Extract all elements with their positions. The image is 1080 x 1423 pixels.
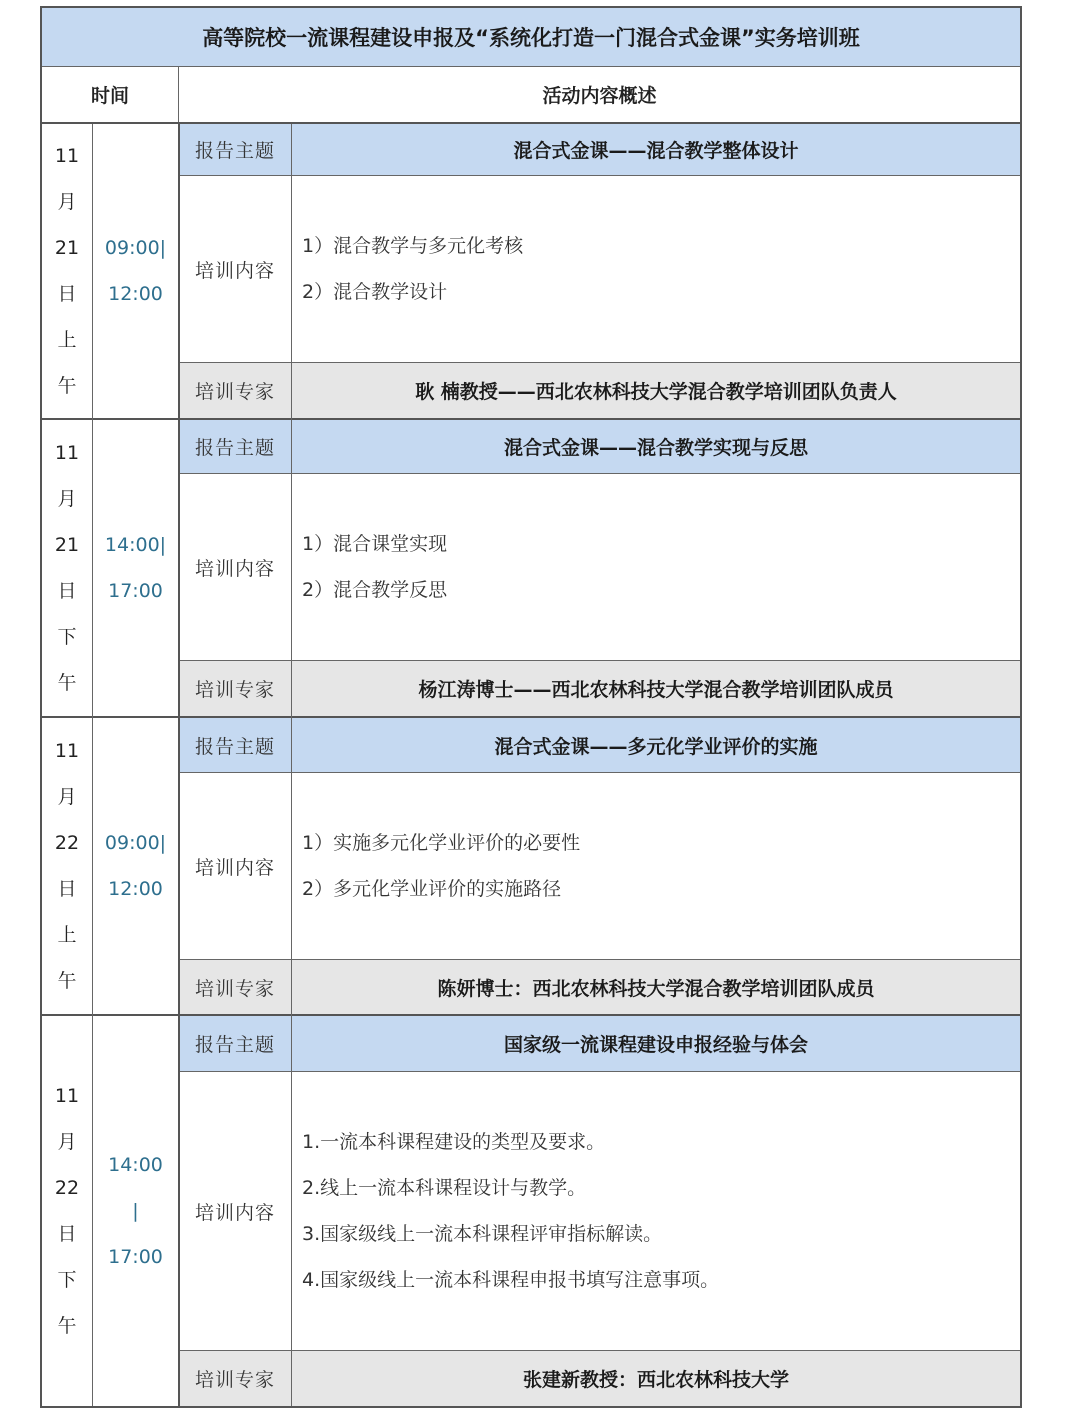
- list-item: 2）混合教学反思: [302, 579, 448, 601]
- session-1-topic: 混合式金课——混合教学整体设计: [292, 124, 1020, 175]
- divider: [92, 124, 93, 1406]
- table-title: 高等院校一流课程建设申报及“系统化打造一门混合式金课”实务培训班: [42, 8, 1020, 66]
- session-1-date: 11 月 21 日 上 午: [54, 145, 80, 397]
- session-3-topic: 混合式金课——多元化学业评价的实施: [292, 718, 1020, 772]
- session-1-expert: 耿 楠教授——西北农林科技大学混合教学培训团队负责人: [292, 363, 1020, 418]
- session-1-time: 09:00| 12:00: [104, 237, 167, 305]
- list-item: 2.线上一流本科课程设计与教学。: [302, 1177, 587, 1199]
- list-item: 4.国家级线上一流本科课程申报书填写注意事项。: [302, 1269, 720, 1291]
- session-4-items: [292, 1072, 1020, 1350]
- session-4-expert-label: 培训专家: [179, 1351, 291, 1406]
- session-3-items: [292, 773, 1020, 959]
- session-3-topic-label: 报告主题: [179, 718, 291, 772]
- session-3-expert: 陈妍博士：西北农林科技大学混合教学培训团队成员: [292, 960, 1020, 1014]
- session-1-items: [292, 176, 1020, 362]
- list-item: 1）混合教学与多元化考核: [302, 235, 524, 257]
- session-2-topic: 混合式金课——混合教学实现与反思: [292, 420, 1020, 473]
- divider: [178, 67, 179, 122]
- list-item: 2）多元化学业评价的实施路径: [302, 878, 562, 900]
- list-item: 1）混合课堂实现: [302, 533, 448, 555]
- divider: [178, 124, 180, 1406]
- session-4-topic-label: 报告主题: [179, 1016, 291, 1071]
- session-2-expert-label: 培训专家: [179, 661, 291, 716]
- divider: [291, 124, 292, 1406]
- list-item: 2）混合教学设计: [302, 281, 448, 303]
- session-3-expert-label: 培训专家: [179, 960, 291, 1014]
- session-3-time: 09:00| 12:00: [104, 832, 167, 900]
- header-time: 时间: [90, 85, 129, 107]
- list-item: 1）实施多元化学业评价的必要性: [302, 832, 581, 854]
- session-3-content-label: 培训内容: [194, 856, 275, 879]
- session-3-date: 11 月 22 日 上 午: [54, 740, 80, 992]
- session-4-time: 14:00 | 17:00: [108, 1154, 163, 1268]
- session-2-time: 14:00| 17:00: [104, 534, 167, 602]
- session-1-expert-label: 培训专家: [179, 363, 291, 418]
- session-2-items: [292, 474, 1020, 660]
- session-2-content-label: 培训内容: [194, 557, 275, 580]
- schedule-table: [40, 6, 1022, 1408]
- session-1-topic-label: 报告主题: [179, 124, 291, 175]
- session-2-expert: 杨江涛博士——西北农林科技大学混合教学培训团队成员: [292, 661, 1020, 716]
- header-content: 活动内容概述: [542, 85, 657, 107]
- session-4-expert: 张建新教授：西北农林科技大学: [292, 1351, 1020, 1406]
- session-4-date: 11 月 22 日 下 午: [54, 1085, 80, 1337]
- session-4-content-label: 培训内容: [194, 1201, 275, 1224]
- session-2-topic-label: 报告主题: [179, 420, 291, 473]
- list-item: 1.一流本科课程建设的类型及要求。: [302, 1131, 606, 1153]
- list-item: 3.国家级线上一流本科课程评审指标解读。: [302, 1223, 663, 1245]
- session-2-date: 11 月 21 日 下 午: [54, 442, 80, 694]
- session-4-topic: 国家级一流课程建设申报经验与体会: [292, 1016, 1020, 1071]
- session-1-content-label: 培训内容: [194, 259, 275, 282]
